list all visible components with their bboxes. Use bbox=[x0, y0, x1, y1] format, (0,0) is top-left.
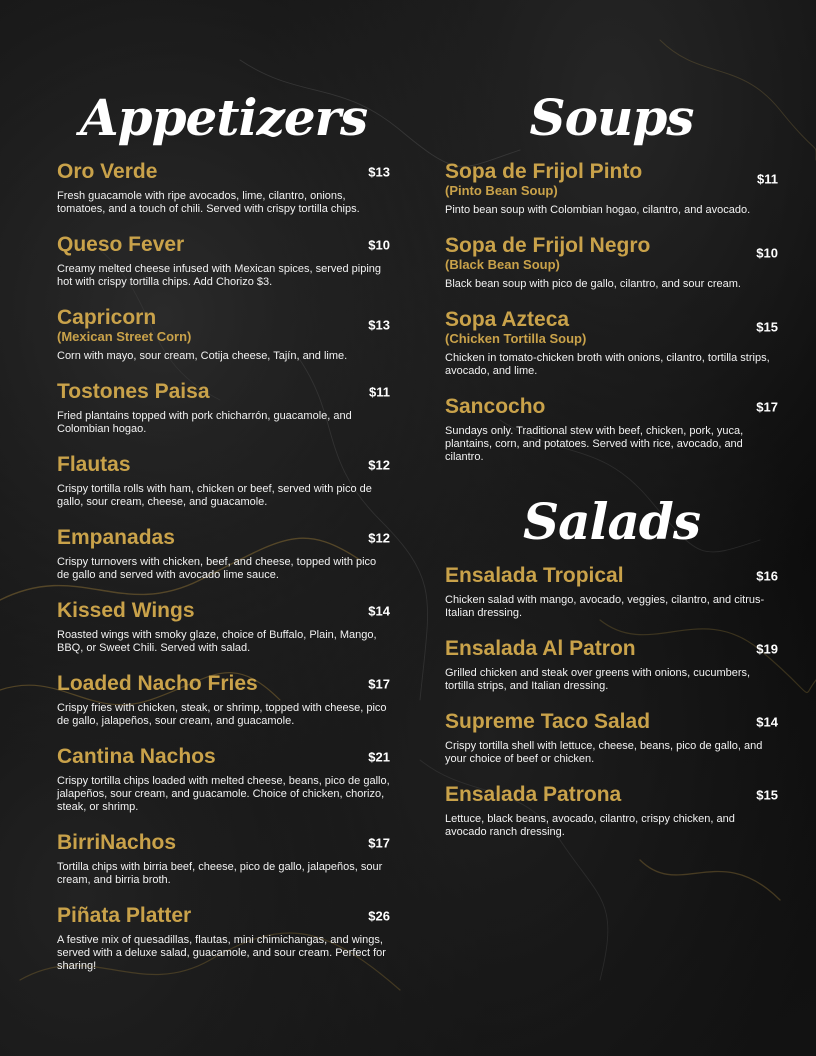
item-price: $13 bbox=[368, 317, 390, 333]
item-description: Grilled chicken and steak over greens with onions, cucumbers, tortilla strips, and Italian dressing. bbox=[445, 667, 751, 692]
item-name: BirriNachos bbox=[57, 831, 177, 854]
appetizers-column bbox=[57, 88, 390, 973]
item-price: $10 bbox=[368, 237, 390, 253]
item-price: $12 bbox=[368, 457, 390, 473]
item-description: Chicken salad with mango, avocado, veggies, cilantro, and citrus-Italian dressing. bbox=[445, 594, 765, 619]
item-subtitle: (Mexican Street Corn) bbox=[57, 329, 192, 344]
item-name: Kissed Wings bbox=[57, 599, 195, 622]
item-description: A festive mix of quesadillas, flautas, mini chimichangas, and wings, served with a deluxe salad, guacamole, and sour cream. Perfect for sharing! bbox=[57, 934, 386, 972]
menu-item bbox=[445, 710, 778, 766]
item-price: $10 bbox=[756, 245, 778, 261]
menu-item bbox=[57, 745, 390, 814]
menu-item bbox=[57, 599, 390, 655]
appetizers-title: Appetizers bbox=[79, 88, 368, 147]
item-price: $14 bbox=[756, 714, 778, 730]
item-name: Ensalada Patrona bbox=[445, 783, 622, 806]
item-name: Sopa de Frijol Pinto bbox=[445, 160, 643, 183]
item-name: Flautas bbox=[57, 453, 131, 476]
item-name: Capricorn bbox=[57, 306, 157, 329]
item-price: $12 bbox=[368, 530, 390, 546]
menu-item bbox=[57, 453, 390, 509]
item-price: $21 bbox=[368, 749, 390, 765]
item-price: $13 bbox=[368, 164, 390, 180]
menu-item bbox=[445, 234, 778, 291]
item-description: Creamy melted cheese infused with Mexican spices, served piping hot with crispy tortilla chips. Add Chorizo $3. bbox=[57, 263, 382, 288]
item-description: Crispy turnovers with chicken, beef, and cheese, topped with pico de gallo and served with avocado lime sauce. bbox=[57, 556, 377, 581]
menu-item bbox=[445, 783, 778, 839]
item-name: Cantina Nachos bbox=[57, 745, 216, 768]
item-description: Fresh guacamole with ripe avocados, lime, cilantro, onions, tomatoes, and a touch of chili. Served with crispy tortilla chips. bbox=[57, 190, 360, 215]
item-description: Crispy fries with chicken, steak, or shrimp, topped with cheese, pico de gallo, jalapeños, sour cream, and guacamole. bbox=[57, 702, 387, 727]
item-description: Crispy tortilla chips loaded with melted cheese, beans, pico de gallo, jalapeños, sour cream, and guacamole. Choice of chicken, chorizo, steak, or shrimp. bbox=[57, 775, 390, 813]
item-price: $11 bbox=[757, 171, 778, 187]
menu-item bbox=[445, 308, 778, 378]
item-description: Roasted wings with smoky glaze, choice of Buffalo, Plain, Mango, BBQ, or Sweet Chili. Served with salad. bbox=[57, 629, 377, 654]
menu-item bbox=[57, 831, 390, 887]
menu-item bbox=[57, 672, 390, 728]
item-name: Ensalada Tropical bbox=[445, 564, 624, 587]
item-price: $16 bbox=[756, 568, 778, 584]
item-subtitle: (Black Bean Soup) bbox=[445, 257, 560, 272]
item-name: Ensalada Al Patron bbox=[445, 637, 636, 660]
menu-item bbox=[445, 564, 778, 620]
item-price: $15 bbox=[756, 787, 778, 803]
item-name: Oro Verde bbox=[57, 160, 158, 183]
item-price: $17 bbox=[368, 676, 390, 692]
item-price: $26 bbox=[368, 908, 390, 924]
menu-item bbox=[57, 306, 390, 363]
item-name: Supreme Taco Salad bbox=[445, 710, 651, 733]
item-description: Fried plantains topped with pork chicharrón, guacamole, and Colombian hogao. bbox=[57, 410, 352, 435]
item-description: Black bean soup with pico de gallo, cilantro, and sour cream. bbox=[445, 278, 741, 290]
item-description: Corn with mayo, sour cream, Cotija cheese, Tajín, and lime. bbox=[57, 350, 348, 362]
item-price: $15 bbox=[756, 319, 778, 335]
item-name: Sopa Azteca bbox=[445, 308, 570, 331]
item-price: $14 bbox=[368, 603, 390, 619]
menu-item bbox=[57, 160, 390, 216]
item-description: Crispy tortilla rolls with ham, chicken or beef, served with pico de gallo, sour cream, cheese, and guacamole. bbox=[57, 483, 372, 508]
item-price: $19 bbox=[756, 641, 778, 657]
item-description: Pinto bean soup with Colombian hogao, cilantro, and avocado. bbox=[445, 204, 751, 216]
item-name: Sopa de Frijol Negro bbox=[445, 234, 651, 257]
menu-item bbox=[57, 904, 390, 973]
item-subtitle: (Chicken Tortilla Soup) bbox=[445, 331, 587, 346]
item-price: $17 bbox=[368, 835, 390, 851]
item-price: $17 bbox=[756, 399, 778, 415]
menu-item bbox=[445, 637, 778, 693]
item-description: Chicken in tomato-chicken broth with onions, cilantro, tortilla strips, avocado, and lime. bbox=[445, 352, 770, 377]
item-description: Crispy tortilla shell with lettuce, cheese, beans, pico de gallo, and your choice of beef or chicken. bbox=[445, 740, 763, 765]
menu-item bbox=[57, 526, 390, 582]
soups-title: Soups bbox=[529, 88, 694, 147]
item-name: Sancocho bbox=[445, 395, 546, 418]
salads-title: Salads bbox=[522, 492, 700, 551]
item-subtitle: (Pinto Bean Soup) bbox=[445, 183, 558, 198]
item-name: Piñata Platter bbox=[57, 904, 192, 927]
menu-item bbox=[445, 395, 778, 464]
item-name: Loaded Nacho Fries bbox=[57, 672, 258, 695]
item-description: Tortilla chips with birria beef, cheese, pico de gallo, jalapeños, sour cream, and birria broth. bbox=[57, 861, 383, 886]
item-name: Empanadas bbox=[57, 526, 175, 549]
item-description: Sundays only. Traditional stew with beef, chicken, pork, yuca, plantains, corn, and potatoes. Served with rice, avocado, and cilantro. bbox=[445, 425, 744, 463]
item-name: Queso Fever bbox=[57, 233, 185, 256]
menu-item bbox=[57, 380, 390, 436]
item-name: Tostones Paisa bbox=[57, 380, 210, 403]
menu-item bbox=[445, 160, 778, 217]
menu-item bbox=[57, 233, 390, 289]
soups-salads-column bbox=[445, 88, 778, 839]
item-description: Lettuce, black beans, avocado, cilantro, crispy chicken, and avocado ranch dressing. bbox=[445, 813, 735, 838]
item-price: $11 bbox=[369, 384, 390, 400]
